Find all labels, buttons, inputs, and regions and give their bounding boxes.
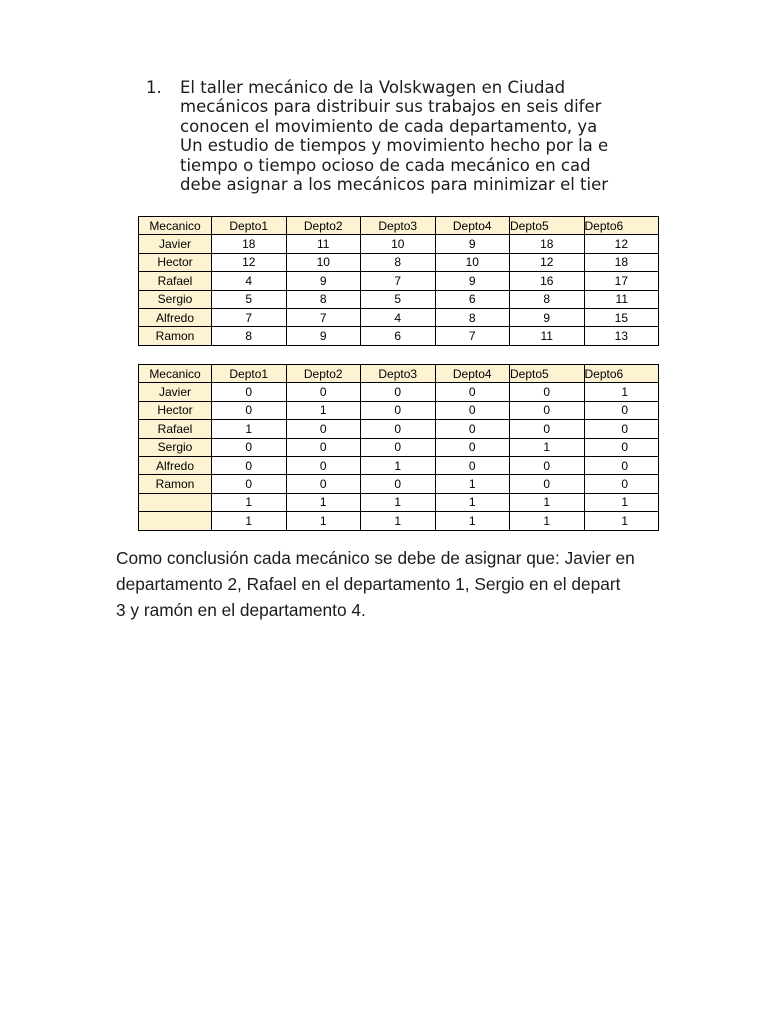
- value-cell: 5: [212, 290, 287, 308]
- value-cell: 1: [212, 512, 287, 530]
- value-cell: 0: [435, 401, 510, 419]
- conclusion-line: departamento 2, Rafael en el departamento 1, Sergio en el depart: [116, 574, 621, 594]
- value-cell: 0: [435, 383, 510, 401]
- value-cell: 0: [584, 456, 659, 474]
- table-row: [139, 290, 659, 308]
- value-cell: 1: [286, 512, 361, 530]
- table-row: [139, 475, 659, 493]
- mechanic-name-cell: [139, 512, 212, 530]
- mechanic-name-cell: Rafael: [139, 272, 212, 290]
- mechanic-name-cell: Hector: [139, 253, 212, 271]
- value-cell: 9: [510, 308, 585, 326]
- value-cell: 10: [286, 253, 361, 271]
- table-row: [139, 235, 659, 253]
- table-row: [139, 308, 659, 326]
- value-cell: 4: [212, 272, 287, 290]
- value-cell: 1: [361, 456, 436, 474]
- problem-line: mecánicos para distribuir sus trabajos en seis difer: [180, 97, 602, 117]
- value-cell: 0: [435, 456, 510, 474]
- problem-line: conocen el movimiento de cada departamento, ya: [180, 116, 598, 136]
- problem-line: El taller mecánico de la Volskwagen en Ciudad: [180, 78, 566, 97]
- table-row: [139, 456, 659, 474]
- mechanic-name-cell: Rafael: [139, 420, 212, 438]
- value-cell: 8: [212, 327, 287, 345]
- column-header: Depto2: [286, 365, 361, 383]
- column-header: Depto2: [286, 217, 361, 235]
- table-header-row: [139, 217, 659, 235]
- value-cell: 1: [510, 438, 585, 456]
- value-cell: 12: [584, 235, 659, 253]
- value-cell: 13: [584, 327, 659, 345]
- value-cell: 1: [584, 493, 659, 511]
- value-cell: 4: [361, 308, 436, 326]
- value-cell: 0: [286, 438, 361, 456]
- value-cell: 9: [286, 327, 361, 345]
- problem-line: debe asignar a los mecánicos para minimizar el tier: [180, 175, 609, 195]
- value-cell: 0: [584, 401, 659, 419]
- table-row: [139, 272, 659, 290]
- value-cell: 1: [361, 493, 436, 511]
- problem-line: Un estudio de tiempos y movimiento hecho por la e: [180, 136, 609, 156]
- mechanic-name-cell: Sergio: [139, 290, 212, 308]
- value-cell: 0: [584, 438, 659, 456]
- value-cell: 7: [286, 308, 361, 326]
- mechanic-name-cell: Hector: [139, 401, 212, 419]
- value-cell: 1: [435, 493, 510, 511]
- column-header: Depto5: [510, 365, 585, 383]
- times-table: [138, 216, 659, 346]
- value-cell: 0: [212, 475, 287, 493]
- mechanic-name-cell: Ramon: [139, 327, 212, 345]
- value-cell: 7: [212, 308, 287, 326]
- table-row: [139, 420, 659, 438]
- value-cell: 6: [435, 290, 510, 308]
- value-cell: 15: [584, 308, 659, 326]
- value-cell: 0: [435, 438, 510, 456]
- value-cell: 1: [435, 475, 510, 493]
- value-cell: 1: [584, 383, 659, 401]
- value-cell: 12: [510, 253, 585, 271]
- value-cell: 10: [361, 235, 436, 253]
- value-cell: 11: [286, 235, 361, 253]
- value-cell: 0: [584, 420, 659, 438]
- problem-text: [180, 78, 660, 194]
- mechanic-name-cell: Sergio: [139, 438, 212, 456]
- value-cell: 1: [435, 512, 510, 530]
- table-row: [139, 438, 659, 456]
- value-cell: 0: [212, 383, 287, 401]
- column-header: Depto3: [361, 217, 436, 235]
- column-header: Depto1: [212, 217, 287, 235]
- value-cell: 1: [584, 512, 659, 530]
- table-row: [139, 383, 659, 401]
- value-cell: 7: [361, 272, 436, 290]
- value-cell: 1: [361, 512, 436, 530]
- value-cell: 17: [584, 272, 659, 290]
- table-row: [139, 401, 659, 419]
- column-header: Depto6: [584, 217, 659, 235]
- value-cell: 1: [286, 493, 361, 511]
- assignment-table: [138, 364, 659, 531]
- problem-line: tiempo o tiempo ocioso de cada mecánico en cad: [180, 155, 591, 175]
- value-cell: 0: [510, 383, 585, 401]
- value-cell: 18: [510, 235, 585, 253]
- mechanic-name-cell: Javier: [139, 235, 212, 253]
- table-row: [139, 327, 659, 345]
- mechanic-name-cell: Alfredo: [139, 456, 212, 474]
- table-row: [139, 253, 659, 271]
- value-cell: 1: [510, 512, 585, 530]
- column-header: Depto4: [435, 365, 510, 383]
- value-cell: 0: [286, 383, 361, 401]
- value-cell: 8: [286, 290, 361, 308]
- column-header: Depto6: [584, 365, 659, 383]
- value-cell: 8: [435, 308, 510, 326]
- value-cell: 0: [361, 420, 436, 438]
- value-cell: 8: [510, 290, 585, 308]
- conclusion-text: [116, 545, 660, 623]
- value-cell: 0: [286, 420, 361, 438]
- value-cell: 0: [286, 456, 361, 474]
- value-cell: 0: [212, 456, 287, 474]
- value-cell: 10: [435, 253, 510, 271]
- value-cell: 0: [361, 401, 436, 419]
- column-header: Mecanico: [139, 365, 212, 383]
- value-cell: 0: [584, 475, 659, 493]
- value-cell: 0: [510, 401, 585, 419]
- value-cell: 0: [435, 420, 510, 438]
- table-row: [139, 493, 659, 511]
- value-cell: 9: [435, 272, 510, 290]
- value-cell: 0: [212, 401, 287, 419]
- mechanic-name-cell: Javier: [139, 383, 212, 401]
- value-cell: 1: [212, 493, 287, 511]
- value-cell: 5: [361, 290, 436, 308]
- column-header: Mecanico: [139, 217, 212, 235]
- column-header: Depto3: [361, 365, 436, 383]
- value-cell: 0: [361, 475, 436, 493]
- problem-number: 1.: [146, 78, 162, 97]
- value-cell: 0: [361, 383, 436, 401]
- value-cell: 0: [212, 438, 287, 456]
- value-cell: 0: [361, 438, 436, 456]
- value-cell: 11: [584, 290, 659, 308]
- column-header: Depto5: [510, 217, 585, 235]
- column-header: Depto4: [435, 217, 510, 235]
- conclusion-line: 3 y ramón en el departamento 4.: [116, 600, 366, 620]
- value-cell: 6: [361, 327, 436, 345]
- conclusion-line: Como conclusión cada mecánico se debe de asignar que: Javier en: [116, 548, 635, 568]
- value-cell: 0: [510, 456, 585, 474]
- problem-statement: [146, 78, 660, 194]
- value-cell: 18: [584, 253, 659, 271]
- value-cell: 1: [286, 401, 361, 419]
- value-cell: 1: [212, 420, 287, 438]
- value-cell: 16: [510, 272, 585, 290]
- table-row: [139, 512, 659, 530]
- value-cell: 1: [510, 493, 585, 511]
- column-header: Depto1: [212, 365, 287, 383]
- value-cell: 0: [286, 475, 361, 493]
- value-cell: 7: [435, 327, 510, 345]
- value-cell: 9: [286, 272, 361, 290]
- table-header-row: [139, 365, 659, 383]
- value-cell: 11: [510, 327, 585, 345]
- value-cell: 8: [361, 253, 436, 271]
- value-cell: 0: [510, 420, 585, 438]
- value-cell: 12: [212, 253, 287, 271]
- value-cell: 0: [510, 475, 585, 493]
- mechanic-name-cell: Alfredo: [139, 308, 212, 326]
- mechanic-name-cell: [139, 493, 212, 511]
- value-cell: 9: [435, 235, 510, 253]
- value-cell: 18: [212, 235, 287, 253]
- mechanic-name-cell: Ramon: [139, 475, 212, 493]
